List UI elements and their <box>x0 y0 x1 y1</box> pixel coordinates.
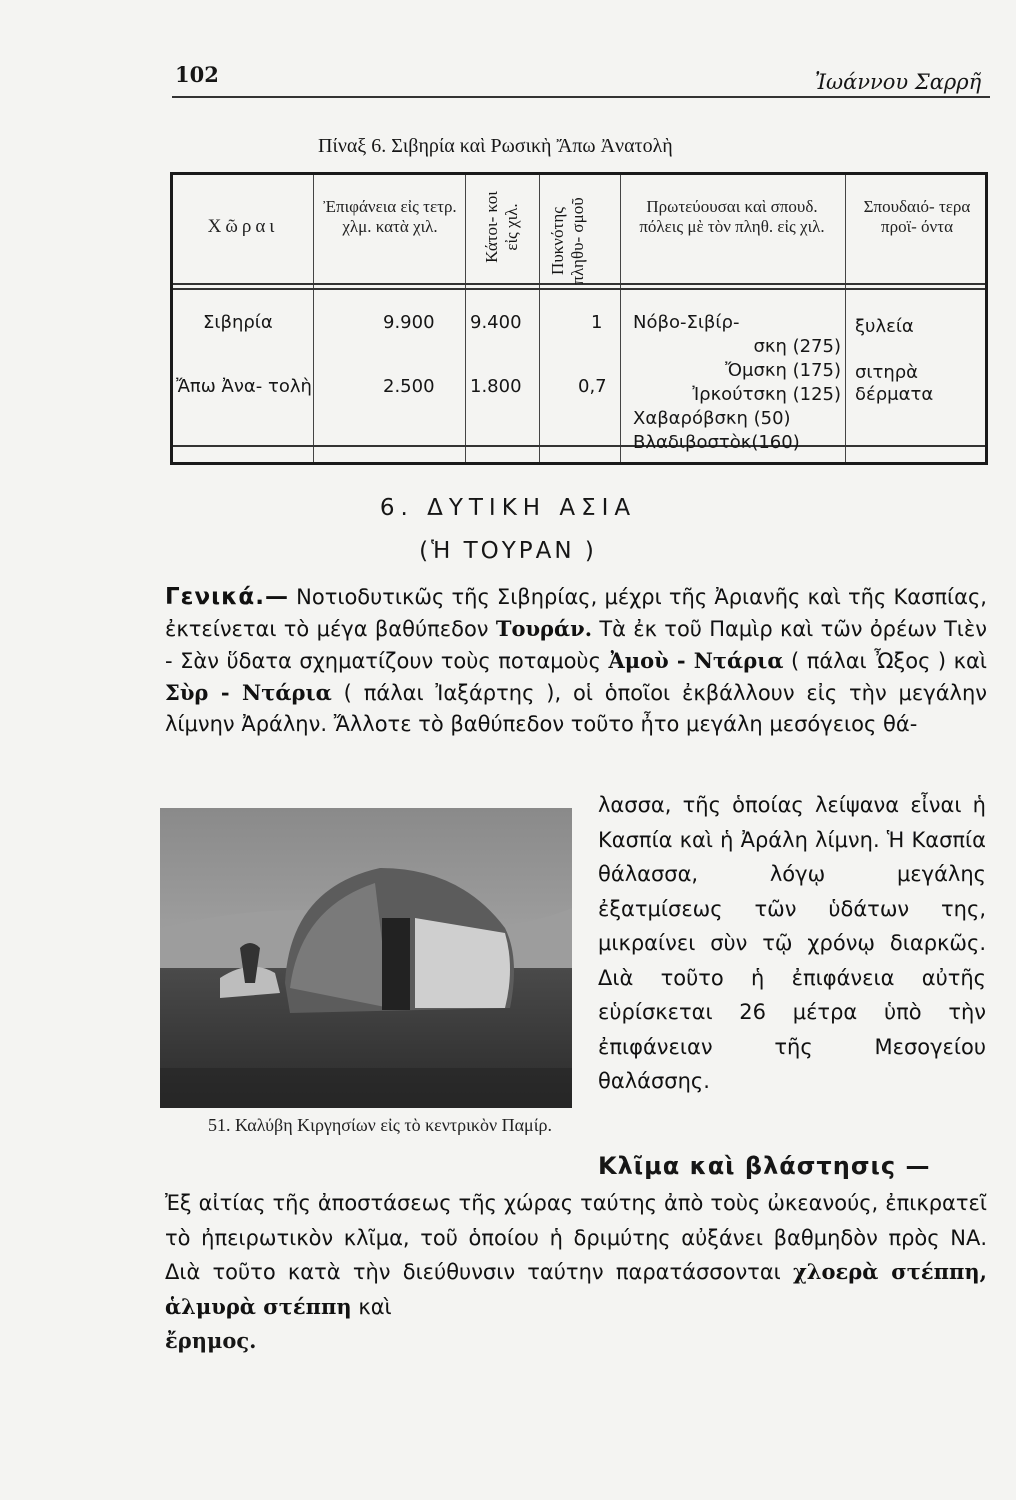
running-header-author: Ἰωάννου Σαρρῆ <box>815 70 982 94</box>
table-cell-product: σιτηρὰ <box>855 362 919 383</box>
table-caption: Πίναξ 6. Σιβηρία καὶ Ρωσικὴ Ἄπω Ἀνατολὴ <box>318 135 673 157</box>
table-cell-density: 0,7 <box>578 376 607 397</box>
photo-caption: 51. Καλύβη Κιργησίων εἰς τὸ κεντρικὸν Παμίρ. <box>207 1115 553 1135</box>
photo-kirghiz-hut <box>160 808 572 1108</box>
table-cell-country: Σιβηρία <box>203 312 273 333</box>
page-number: 102 <box>175 62 219 87</box>
table-cell-population: 9.400 <box>470 312 522 333</box>
table-col-divider <box>539 175 540 462</box>
climate-paragraph <box>165 1186 987 1324</box>
table-header-countries: Χῶραι <box>207 216 279 237</box>
city-line: Βλαδιβοστὸκ(160) <box>633 432 800 453</box>
text-run: Νοτιοδυτικῶς τῆς Σιβηρίας, μέχρι τῆς Ἀριανῆς καὶ τῆς Κασπίας, ἐκτείνεται τὸ μέγα βαθύπεδον <box>165 585 987 641</box>
table-cell-density: 1 <box>591 312 603 333</box>
section-subtitle: (Ἡ ΤΟΥΡΑΝ ) <box>419 538 597 564</box>
city-line: Νόβο-Σιβίρ- <box>633 312 740 333</box>
general-paragraph <box>165 582 987 740</box>
text-run: Τὰ ἐκ τοῦ Παμὶρ καὶ τῶν ὀρέων Τιὲν - Σὰν ὕδατα σχηματίζουν τοὺς ποταμοὺς <box>165 617 987 673</box>
climate-heading: Κλῖμα καὶ βλάστησις — <box>598 1152 931 1180</box>
table-cell-area: 9.900 <box>383 312 435 333</box>
bold-term-desert: ἔρημος. <box>165 1328 257 1353</box>
hut-illustration <box>160 808 572 1108</box>
bold-term: Τουράν. <box>495 616 593 641</box>
table-header-products: Σπουδαιό- τερα προϊ- όντα <box>863 197 971 236</box>
text-run: Ἐξ αἰτίας τῆς ἀποστάσεως τῆς χώρας ταύτης ἀπὸ τοὺς ὠκεανούς, ἐπικρατεῖ τὸ ἠπειρωτικὸν κλῖμα, τοῦ ὁποίου ἡ δριμύτης αὐξάνει βαθμηδὸν πρὸς ΝΑ. Διὰ τοῦτο κατὰ τὴν διεύθυνσιν ταύτην παρατάσσονται <box>165 1191 987 1284</box>
bold-term: χλοερὰ στέππη, ἁλμυρὰ στέππη <box>165 1259 987 1319</box>
city-line: Ὄμσκη (175) <box>725 360 841 381</box>
table-cell-population: 1.800 <box>470 376 522 397</box>
text-run: ( πάλαι Ὦξος ) καὶ <box>783 649 987 673</box>
data-table <box>170 172 988 465</box>
table-header-density: Πυκνότης πληθυ- σμοῦ <box>548 197 587 285</box>
text-run: ( πάλαι Ἰαξάρτης ), οἱ ὁποῖοι ἐκβάλλουν εἰς τὴν μεγάλην λίμνην Ἀράλην. Ἄλλοτε τὸ βαθύπεδον τοῦτο ἦτο μεγάλη μεσόγειος θά- <box>165 681 988 736</box>
city-line: Ἰρκούτσκη (125) <box>692 384 841 405</box>
table-col-divider <box>620 175 621 462</box>
text-run: καὶ <box>351 1294 392 1319</box>
table-cell-cities <box>633 311 841 455</box>
table-header-area: Ἐπιφάνεια εἰς τετρ. χλμ. κατὰ χιλ. <box>323 197 457 236</box>
table-header-capitals: Πρωτεύουσαι καὶ σπουδ. πόλεις μὲ τὸν πληθ. εἰς χιλ. <box>639 197 825 236</box>
table-cell-product: ξυλεία <box>855 316 914 337</box>
table-cell-product: δέρματα <box>855 384 934 405</box>
table-col-divider <box>313 175 314 462</box>
bold-term: Ἀμοὺ - Ντάρια <box>608 648 784 673</box>
table-cell-area: 2.500 <box>383 376 435 397</box>
city-line: Χαβαρόβσκη (50) <box>633 408 791 429</box>
general-paragraph-continued: λασσα, τῆς ὁποίας λείψανα εἶναι ἡ Κασπία καὶ ἡ Ἀράλη λίμνη. Ἡ Κασπία θάλασσα, λόγῳ μεγάλης ἐξατμίσεως τῶν ὑδάτων της, μικραίνει σὺν τῷ χρόνῳ διαρκῶς. Διὰ τοῦτο ἡ ἐπιφάνεια αὐτῆς εὑρίσκεται 26 μέτρα ὑπὸ τὴν ἐπιφάνειαν τῆς Μεσογείου θαλάσσης. <box>598 793 986 1093</box>
table-header-population: Κάτοι- κοι εἰς χιλ. <box>482 191 521 263</box>
header-rule <box>172 96 990 98</box>
table-footer-rule <box>173 445 985 447</box>
city-line: σκη (275) <box>753 336 841 357</box>
table-col-divider <box>465 175 466 462</box>
table-cell-country: Ἄπω Ἀνα- τολὴ <box>176 376 312 397</box>
general-heading: Γενικά.— <box>165 584 289 610</box>
section-title: 6. ΔΥΤΙΚΗ ΑΣΙΑ <box>379 495 637 521</box>
table-col-divider <box>845 175 846 462</box>
bold-term: Σὺρ - Ντάρια <box>165 680 332 705</box>
